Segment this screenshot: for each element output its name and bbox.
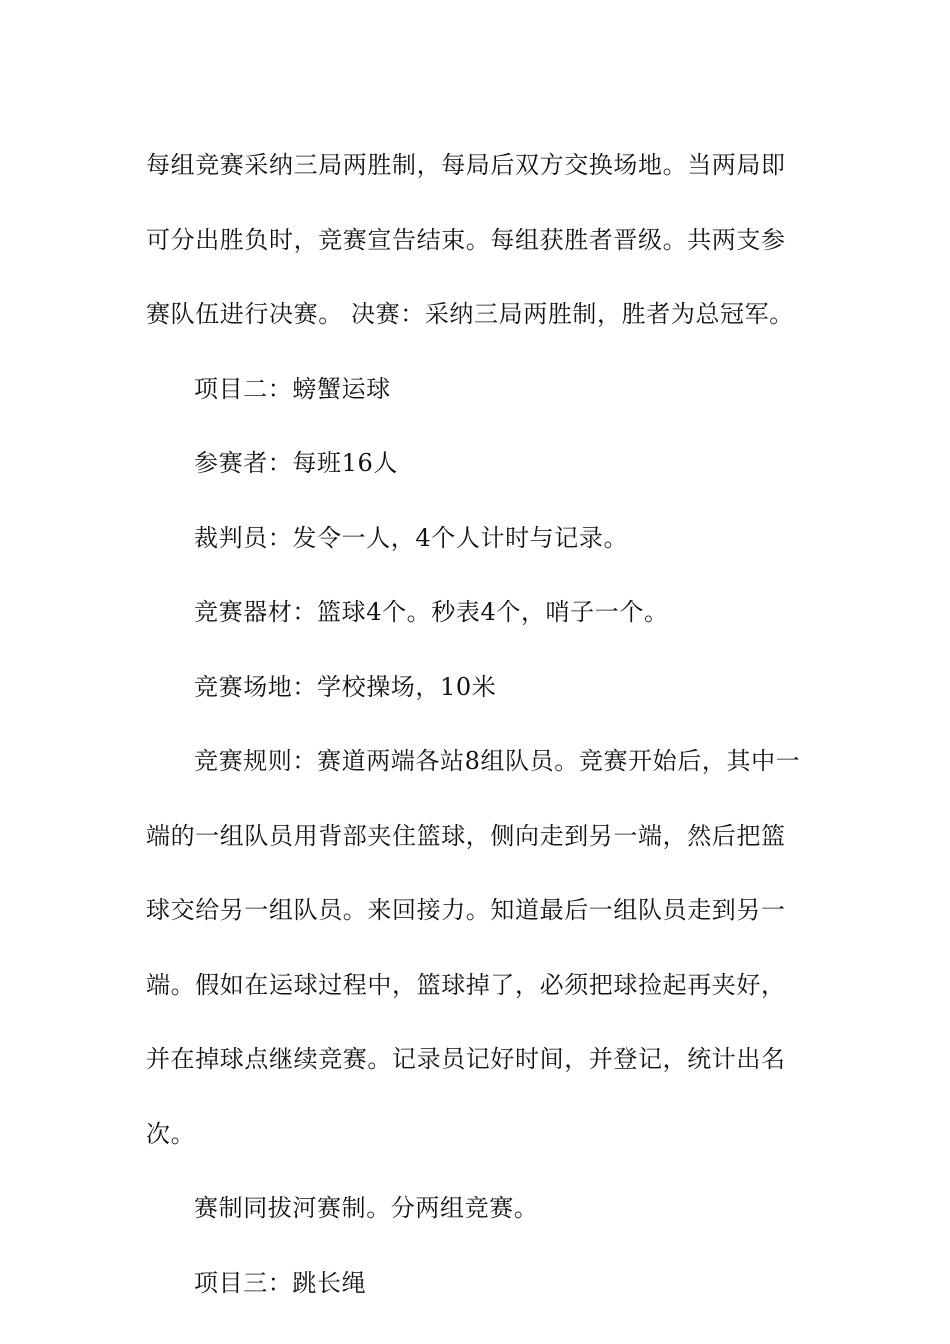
- heading-event-three: 项目三：跳长绳: [194, 1268, 367, 1297]
- paragraph-format: 赛制同拔河赛制。分两组竞赛。: [194, 1194, 539, 1222]
- paragraph-competition-rules: 竞赛规则：赛道两端各站8组队员。竞赛开始后，其中一端的一组队员用背部夹住篮球，侧向走到另一端，然后把篮球交给另一组队员。来回接力。知道最后一组队员走到另一端。假如在运球过程中，篮球掉了，必须把球捡起再夹好，并在掉球点继续竞赛。记录员记好时间，并登记，统计出名次。: [146, 747, 801, 1148]
- document-body: [146, 128, 806, 1320]
- heading-event-two: 项目二：螃蟹运球: [194, 374, 391, 403]
- paragraph-equipment: 竞赛器材：篮球4个。秒表4个，哨子一个。: [194, 598, 669, 626]
- paragraph-match-rules: 每组竞赛采纳三局两胜制，每局后双方交换场地。当两局即可分出胜负时，竞赛宣告结束。每组获胜者晋级。共两支参赛队伍进行决赛。 决赛：采纳三局两胜制，胜者为总冠军。: [146, 151, 794, 328]
- paragraph-participants: 参赛者：每班16人: [194, 449, 398, 477]
- paragraph-referees: 裁判员：发令一人，4个人计时与记录。: [194, 523, 629, 552]
- paragraph-venue: 竞赛场地：学校操场，10米: [194, 672, 497, 701]
